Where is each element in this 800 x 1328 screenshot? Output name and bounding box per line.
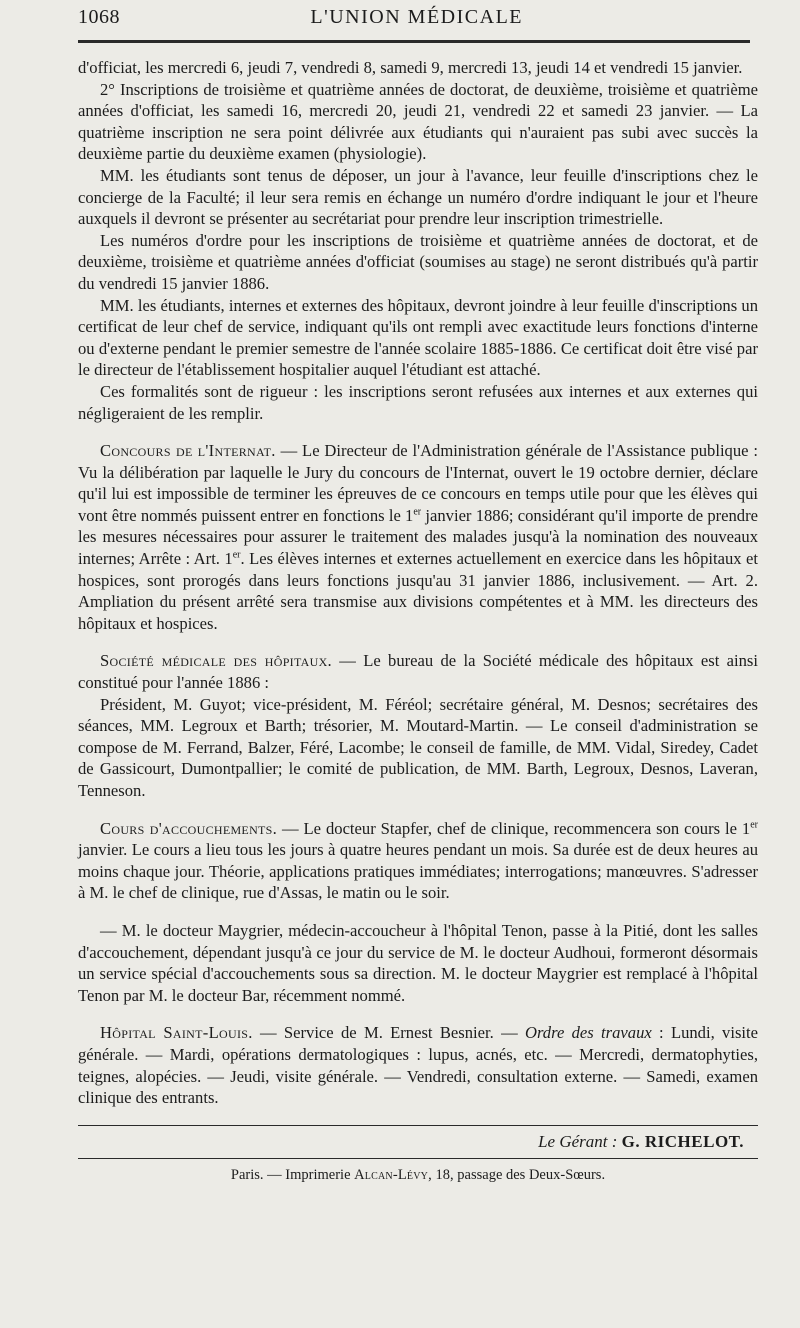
concours-sup-1: er <box>413 506 422 518</box>
footer <box>78 1125 758 1184</box>
cours-text-a: — Le docteur Stapfer, chef de clinique, recommencera son cours le 1 <box>277 818 751 838</box>
cours-paragraph <box>78 818 758 904</box>
societe-intro: — Le bureau de la Société médicale des hôpitaux est ainsi constitué pour l'année 1886 : <box>78 651 758 693</box>
imprint <box>78 1167 758 1184</box>
running-title: L'UNION MÉDICALE <box>310 6 523 28</box>
concours-paragraph <box>78 440 758 634</box>
page-number: 1068 <box>78 6 120 28</box>
header-rule <box>78 40 750 43</box>
concours-text-c: . Les élèves internes et externes actuellement en exercice dans les hôpitaux et hospices, sont prorogés dans leurs fonctions jusqu'au 31 janvier 1886, inclusivement. — Art. 2. Ampliation du présent arrêté sera transmise aux divisions compétentes et à MM. les directeurs des hôpitaux et hospices. <box>78 549 759 633</box>
paragraph-numeros: Les numéros d'ordre pour les inscriptions de troisième et quatrième années de doctorat, et de deuxième, troisième et quatrième années d'officiat (soumises au stage) ne seront distribués qu'à partir du vendredi 15 janvier 1886. <box>78 230 758 293</box>
footer-rule-bottom <box>78 1158 758 1159</box>
concours-text-a: — Le Directeur de l'Administration générale de l'Assistance publique : Vu la délibération par laquelle le Jury du concours de l'Internat, ouvert le 19 octobre dernier, déclare qu'il lui est impossible de terminer les épreuves de ce concours en temps utile pour que les élèves qui vont être nommés puissent entrer en fonctions le 1 <box>78 441 759 525</box>
paragraph-certificat: MM. les étudiants, internes et externes des hôpitaux, devront joindre à leur feuille d'inscriptions un certificat de leur chef de service, indiquant qu'ils ont rempli avec exactitude leurs fonctions d'interne ou d'externe pendant le premier semestre de l'année scolaire 1885-1886. Ce certificat doit être visé par le directeur de l'établissement hospitalier auquel l'étudiant est attaché. <box>78 295 758 380</box>
page-header <box>78 6 748 34</box>
paragraph-inscriptions: 2° Inscriptions de troisième et quatrième années de doctorat, de deuxième, troisième et quatrième années d'officiat, les samedi 16, mercredi 20, jeudi 21, vendredi 22 et samedi 23 janvier. — La quatrième inscription ne sera point délivrée aux étudiants qui n'auraient pas subi avec succès la deuxième partie du deuxième examen (physiologie). <box>78 79 758 164</box>
saint-louis-text-b: : Lundi, visite générale. — Mardi, opérations dermatologiques : lupus, acnés, etc. — Mercredi, dermatophyties, teignes, alopécies. — Jeudi, visite générale. — Vendredi, consultation externe. — Samedi, examen clinique des entrants. <box>78 1023 758 1108</box>
cours-sup: er <box>750 819 758 831</box>
societe-members: Président, M. Guyot; vice-président, M. Féréol; secrétaire général, M. Desnos; secrétaires des séances, MM. Legroux et Barth; trésorier, M. Moutard-Martin. — Le conseil d'administration se compose de M. Ferrand, Balzer, Féré, Lacombe; le conseil de famille, de MM. Vidal, Siredey, Cadet de Gassicourt, Dumontpallier; le comité de publication, de MM. Barth, Legroux, Desnos, Laveran, Tenneson. <box>78 694 758 800</box>
paragraph-formalites: Ces formalités sont de rigueur : les inscriptions seront refusées aux internes et aux externes qui négligeraient de les remplir. <box>78 381 758 423</box>
concours-sup-2: er <box>232 549 241 561</box>
saint-louis-heading: Hôpital Saint-Louis. <box>100 1023 253 1043</box>
signature <box>78 1132 744 1152</box>
footer-rule-top <box>78 1125 758 1126</box>
cours-text-b: janvier. Le cours a lieu tous les jours à quatre heures pendant un mois. Sa durée est de deux heures au moins chaque jour. Théorie, applications pratiques immédiates; interrogations; manœuvres. S'adresser à M. le chef de clinique, rue d'Assas, le matin ou le soir. <box>78 840 758 903</box>
section-concours <box>78 440 758 634</box>
maygrier-paragraph: — M. le docteur Maygrier, médecin-accoucheur à l'hôpital Tenon, passe à la Pitié, dont les salles d'accouchement, dépendant jusqu'à ce jour du service de M. le docteur Audhoui, formeront désormais un service spécial d'accouchements sous sa direction. M. le docteur Maygrier est remplacé à l'hôpital Tenon par M. le docteur Bar, récemment nommé. <box>78 920 758 1005</box>
section-cours <box>78 818 758 904</box>
paragraph-continuation: d'officiat, les mercredi 6, jeudi 7, vendredi 8, samedi 9, mercredi 13, jeudi 14 et vendredi 15 janvier. <box>78 58 743 77</box>
societe-paragraph <box>78 650 758 693</box>
paragraph-feuille: MM. les étudiants sont tenus de déposer, un jour à l'avance, leur feuille d'inscriptions chez le concierge de la Faculté; il leur sera remis en échange un numéro d'ordre indiquant le jour et l'heure auxquels il devront se présenter au secrétariat pour prendre leur inscription trimestrielle. <box>78 165 758 229</box>
imprint-text-b: 18, passage des Deux-Sœurs. <box>431 1166 606 1183</box>
section-maygrier <box>78 920 758 1006</box>
cours-heading: Cours d'accouchements. <box>100 818 278 838</box>
signature-role: Le Gérant : <box>538 1131 618 1151</box>
saint-louis-italic: Ordre des travaux <box>524 1023 652 1043</box>
concours-heading: Concours de l'Internat. <box>100 441 276 461</box>
article-body <box>78 57 758 1109</box>
section-saint-louis <box>78 1022 758 1108</box>
saint-louis-paragraph <box>78 1022 758 1108</box>
concours-text-b: janvier 1886; considérant qu'il importe de prendre les mesures nécessaires pour assurer le traitement des malades jusqu'à la nomination des nouveaux internes; Arrête : Art. 1 <box>78 505 758 569</box>
imprint-printer: Alcan-Lévy, <box>354 1166 432 1183</box>
signature-name: G. RICHELOT. <box>621 1131 744 1151</box>
section-societe <box>78 650 758 801</box>
saint-louis-text-a: — Service de M. Ernest Besnier. — <box>252 1023 525 1043</box>
imprint-text-a: Paris. — Imprimerie <box>230 1166 355 1183</box>
societe-heading: Société médicale des hôpitaux. <box>100 651 332 671</box>
